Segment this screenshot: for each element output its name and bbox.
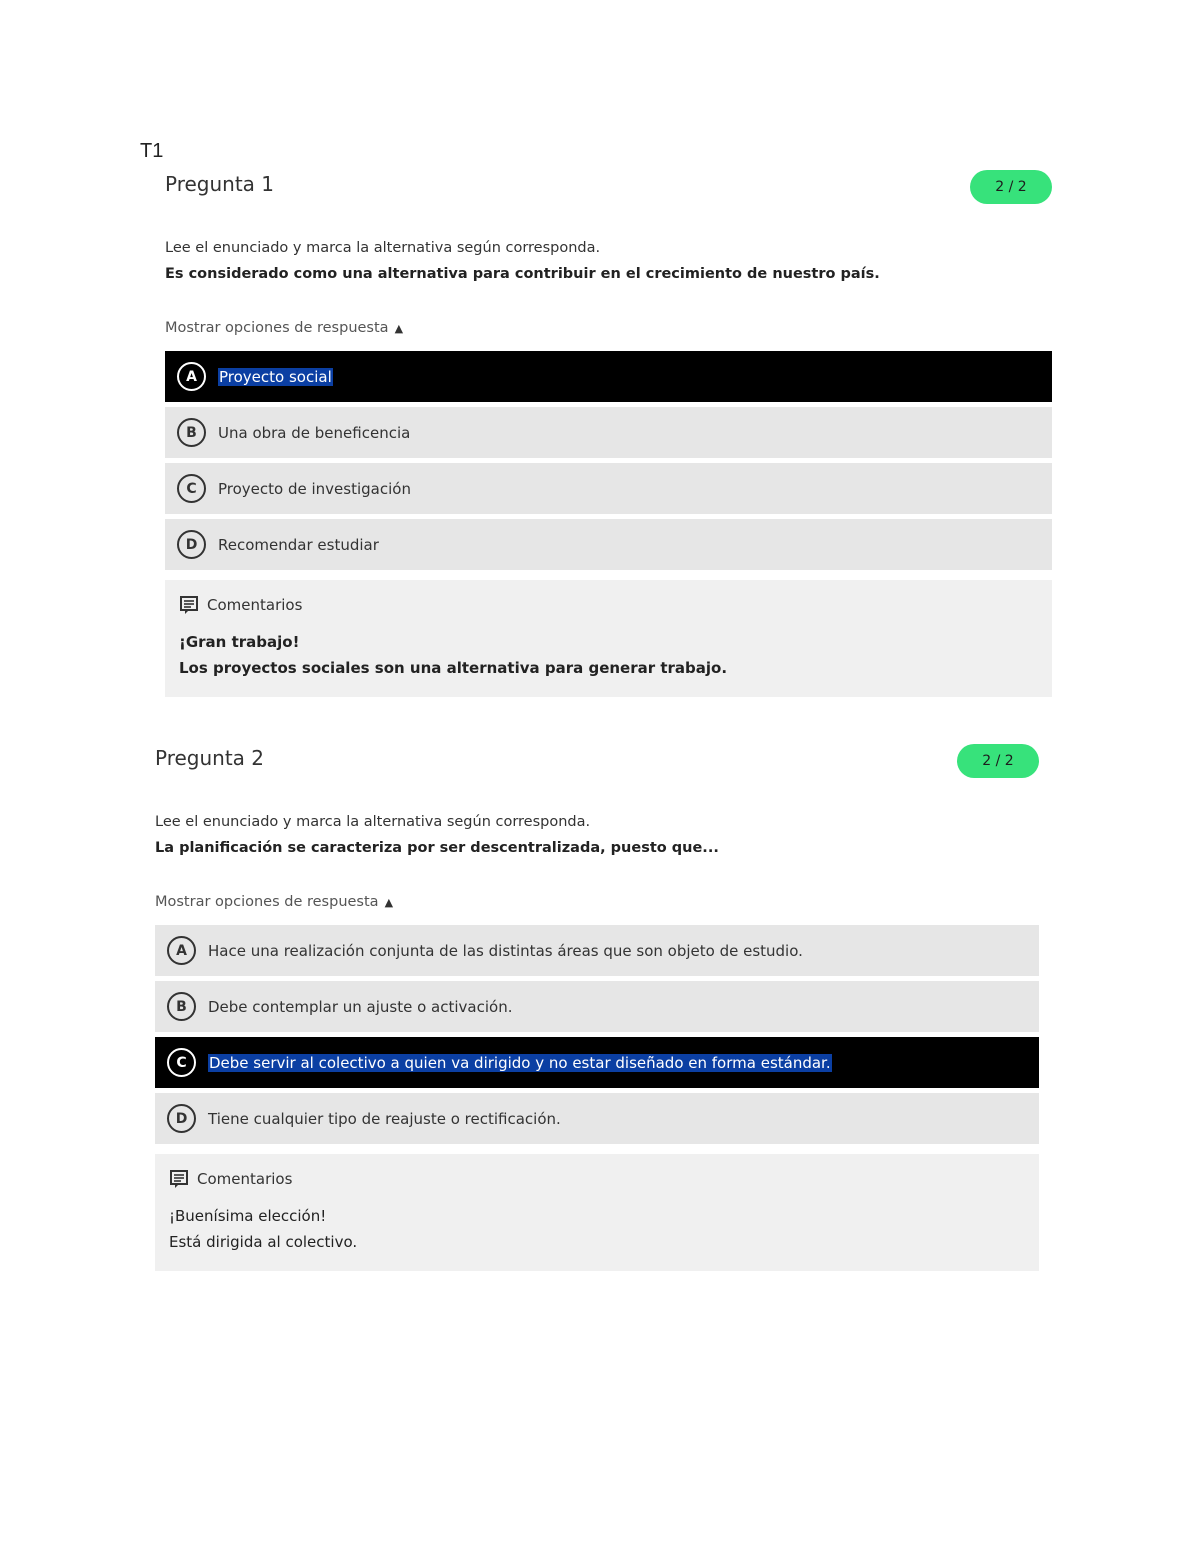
question-card-1 xyxy=(165,168,1052,697)
comments-body xyxy=(169,1203,1025,1255)
comment-line: ¡Buenísima elección! xyxy=(169,1207,327,1225)
option-letter: B xyxy=(167,992,196,1021)
option-text: Recomendar estudiar xyxy=(218,535,379,554)
show-options-toggle[interactable] xyxy=(155,891,1039,913)
comments-header xyxy=(179,594,1038,616)
option-letter: B xyxy=(177,418,206,447)
option-text: Hace una realización conjunta de las distintas áreas que son objeto de estudio. xyxy=(208,941,803,960)
answer-option-b[interactable] xyxy=(165,407,1052,458)
comments-body xyxy=(179,629,1038,681)
option-letter: C xyxy=(167,1048,196,1077)
option-text: Debe contemplar un ajuste o activación. xyxy=(208,997,513,1016)
answer-option-a[interactable] xyxy=(155,925,1039,976)
question-statement: La planificación se caracteriza por ser descentralizada, puesto que... xyxy=(155,840,719,856)
comment-line: Los proyectos sociales son una alternativa para generar trabajo. xyxy=(179,659,728,677)
option-letter: D xyxy=(177,530,206,559)
comment-line: ¡Gran trabajo! xyxy=(179,633,300,651)
comments-label: Comentarios xyxy=(207,596,303,614)
question-header xyxy=(165,168,1052,204)
option-text: Tiene cualquier tipo de reajuste o rectificación. xyxy=(208,1109,561,1128)
document-label: T1 xyxy=(140,140,164,162)
score-badge: 2 / 2 xyxy=(970,170,1052,204)
comments-panel xyxy=(165,580,1052,697)
answer-option-c[interactable] xyxy=(155,1037,1039,1088)
show-options-label: Mostrar opciones de respuesta xyxy=(165,320,389,336)
option-letter: D xyxy=(167,1104,196,1133)
show-options-label: Mostrar opciones de respuesta xyxy=(155,894,379,910)
option-text: Una obra de beneficencia xyxy=(218,423,411,442)
chevron-up-icon: ▲ xyxy=(394,321,404,335)
answer-options xyxy=(165,351,1052,570)
show-options-toggle[interactable] xyxy=(165,317,1052,339)
answer-options xyxy=(155,925,1039,1144)
comment-icon xyxy=(179,595,199,615)
answer-option-d[interactable] xyxy=(165,519,1052,570)
comment-line: Está dirigida al colectivo. xyxy=(169,1233,358,1251)
comments-header xyxy=(169,1168,1025,1190)
question-statement: Es considerado como una alternativa para contribuir en el crecimiento de nuestro país. xyxy=(165,266,880,282)
option-text: Debe servir al colectivo a quien va dirigido y no estar diseñado en forma estándar. xyxy=(209,1053,831,1072)
score-badge: 2 / 2 xyxy=(957,744,1039,778)
option-text: Proyecto de investigación xyxy=(218,479,411,498)
comments-panel xyxy=(155,1154,1039,1271)
option-text: Proyecto social xyxy=(219,367,332,386)
question-instruction: Lee el enunciado y marca la alternativa según corresponda. xyxy=(155,814,591,830)
question-title: Pregunta 1 xyxy=(165,172,275,196)
answer-option-d[interactable] xyxy=(155,1093,1039,1144)
option-letter: A xyxy=(177,362,206,391)
comments-label: Comentarios xyxy=(197,1170,293,1188)
chevron-up-icon: ▲ xyxy=(384,895,394,909)
question-header xyxy=(155,742,1039,778)
answer-option-a[interactable] xyxy=(165,351,1052,402)
question-title: Pregunta 2 xyxy=(155,746,265,770)
comment-icon xyxy=(169,1169,189,1189)
answer-option-c[interactable] xyxy=(165,463,1052,514)
question-card-2 xyxy=(155,742,1039,1271)
answer-option-b[interactable] xyxy=(155,981,1039,1032)
option-letter: A xyxy=(167,936,196,965)
question-instruction: Lee el enunciado y marca la alternativa según corresponda. xyxy=(165,240,601,256)
option-letter: C xyxy=(177,474,206,503)
